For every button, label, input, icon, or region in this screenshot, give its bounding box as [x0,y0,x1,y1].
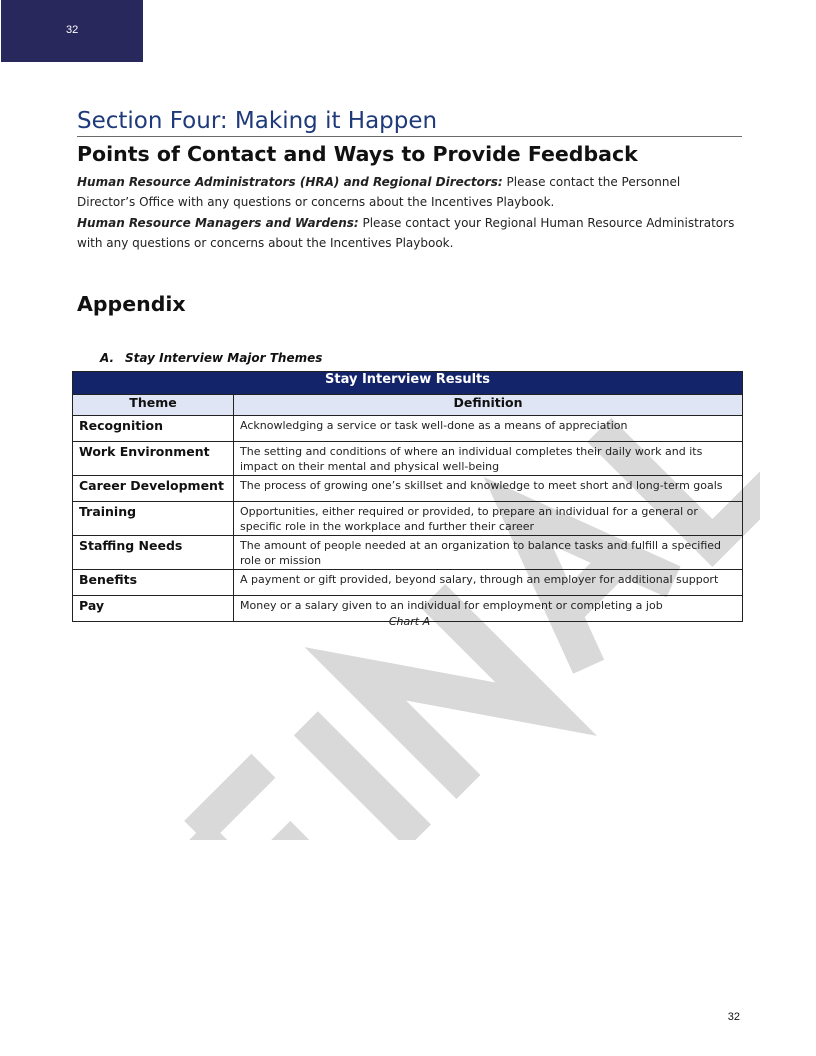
page-number: 32 [66,24,79,36]
footer-page-number: 32 [727,1011,740,1023]
column-header-theme: Theme [73,395,234,416]
feedback-subtitle: Points of Contact and Ways to Provide Feedback [77,142,638,166]
table-row [73,476,743,502]
table-row [73,536,743,570]
table-title: Stay Interview Results [73,372,743,395]
section-title: Section Four: Making it Happen [77,106,742,137]
hra-contact-paragraph [77,172,742,212]
list-label: Stay Interview Major Themes [125,351,323,365]
page-number-tab [1,0,143,62]
table-caption: Chart A [388,615,431,628]
appendix-list-item [100,351,322,365]
table-row [73,416,743,442]
managers-text: Please contact your Regional Human Resource Administrators with any questions or concerns about the Incentives Playbook. [77,216,735,250]
definition-cell: Opportunities, either required or provided, to prepare an individual for a general or specific role in the workplace and further their career [234,502,743,536]
list-marker: A. [100,351,115,365]
table-row [73,442,743,476]
table-row [73,570,743,596]
definition-cell: The amount of people needed at an organization to balance tasks and fulfill a specified role or mission [234,536,743,570]
table-row [73,502,743,536]
definition-cell: A payment or gift provided, beyond salary, through an employer for additional support [234,570,743,596]
theme-cell: Staffing Needs [73,536,234,570]
hra-text: Please contact the Personnel Director’s Office with any questions or concerns about the Incentives Playbook. [77,175,681,209]
theme-cell: Training [73,502,234,536]
theme-cell: Benefits [73,570,234,596]
definition-cell: The setting and conditions of where an individual completes their daily work and its impact on their mental and physical well-being [234,442,743,476]
definition-cell: Money or a salary given to an individual for employment or completing a job [234,596,743,622]
stay-interview-table [72,371,743,622]
managers-contact-paragraph [77,213,742,253]
theme-cell: Pay [73,596,234,622]
theme-cell: Work Environment [73,442,234,476]
hra-lead: Human Resource Administrators (HRA) and Regional Directors: [77,175,503,189]
theme-cell: Career Development [73,476,234,502]
definition-cell: The process of growing one’s skillset and knowledge to meet short and long-term goals [234,476,743,502]
column-header-definition: Definition [234,395,743,416]
appendix-heading: Appendix [77,292,186,316]
definition-cell: Acknowledging a service or task well-done as a means of appreciation [234,416,743,442]
managers-lead: Human Resource Managers and Wardens: [77,216,359,230]
theme-cell: Recognition [73,416,234,442]
